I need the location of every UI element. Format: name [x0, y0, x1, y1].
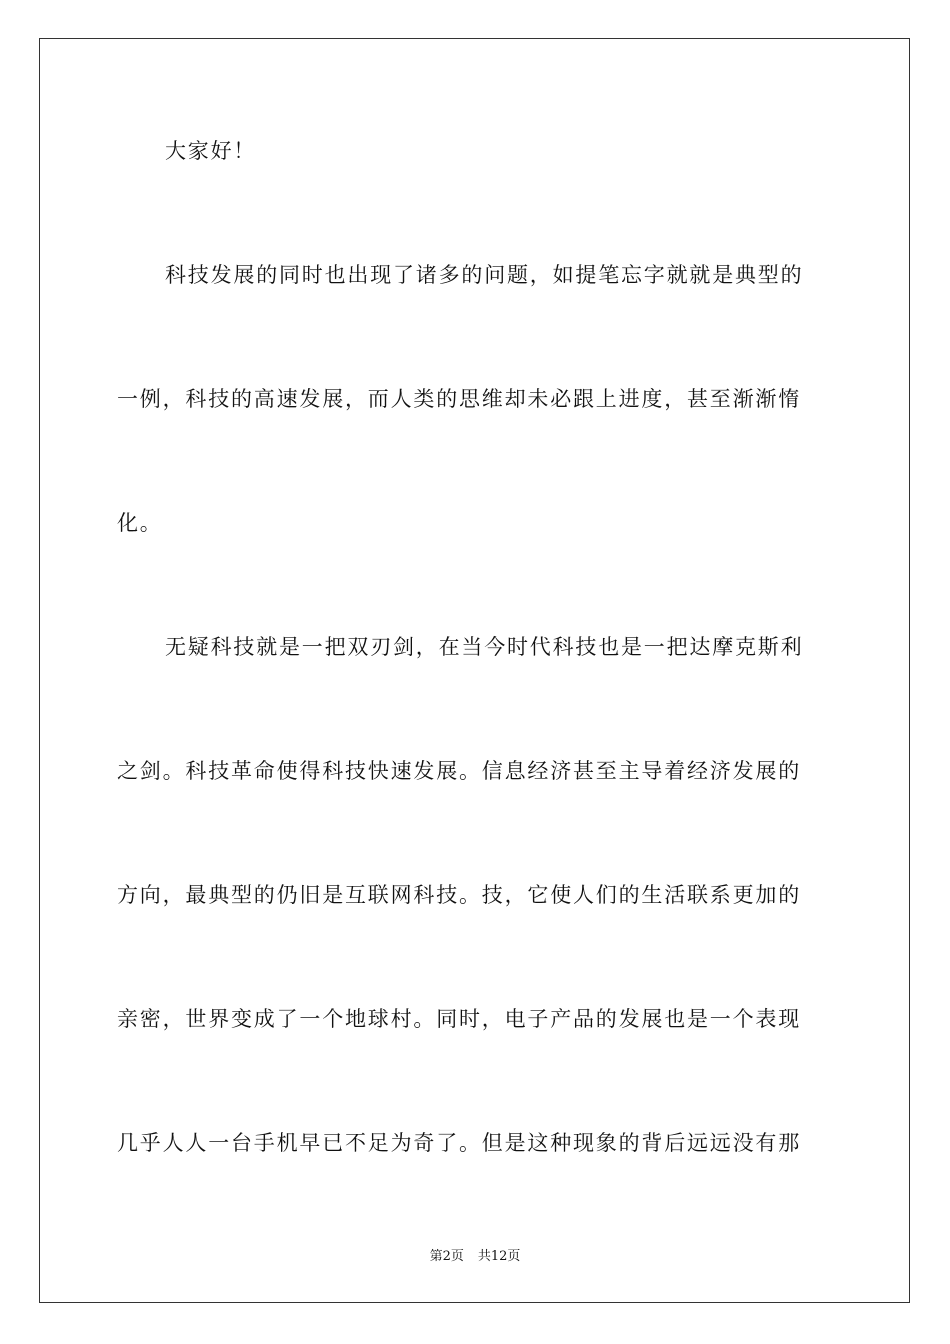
page-footer [0, 1248, 950, 1266]
paragraph-line: 化。 [117, 511, 163, 535]
page-number: 第2页 [429, 1249, 464, 1264]
paragraph-line: 一例，科技的高速发展，而人类的思维却未必跟上进度，甚至渐渐惰 [117, 387, 801, 411]
page-border [39, 38, 910, 1303]
page-total: 共12页 [477, 1249, 521, 1264]
paragraph-line: 几乎人人一台手机早已不足为奇了。但是这种现象的背后远远没有那 [117, 1131, 801, 1155]
paragraph-line: 亲密，世界变成了一个地球村。同时，电子产品的发展也是一个表现 [117, 1007, 801, 1031]
greeting-line: 大家好！ [165, 139, 257, 163]
paragraph-line: 之剑。科技革命使得科技快速发展。信息经济甚至主导着经济发展的 [117, 759, 801, 783]
paragraph-line: 科技发展的同时也出现了诸多的问题，如提笔忘字就就是典型的 [165, 263, 804, 287]
paragraph-line: 方向，最典型的仍旧是互联网科技。技，它使人们的生活联系更加的 [117, 883, 801, 907]
paragraph-line: 无疑科技就是一把双刃剑，在当今时代科技也是一把达摩克斯利 [165, 635, 804, 659]
